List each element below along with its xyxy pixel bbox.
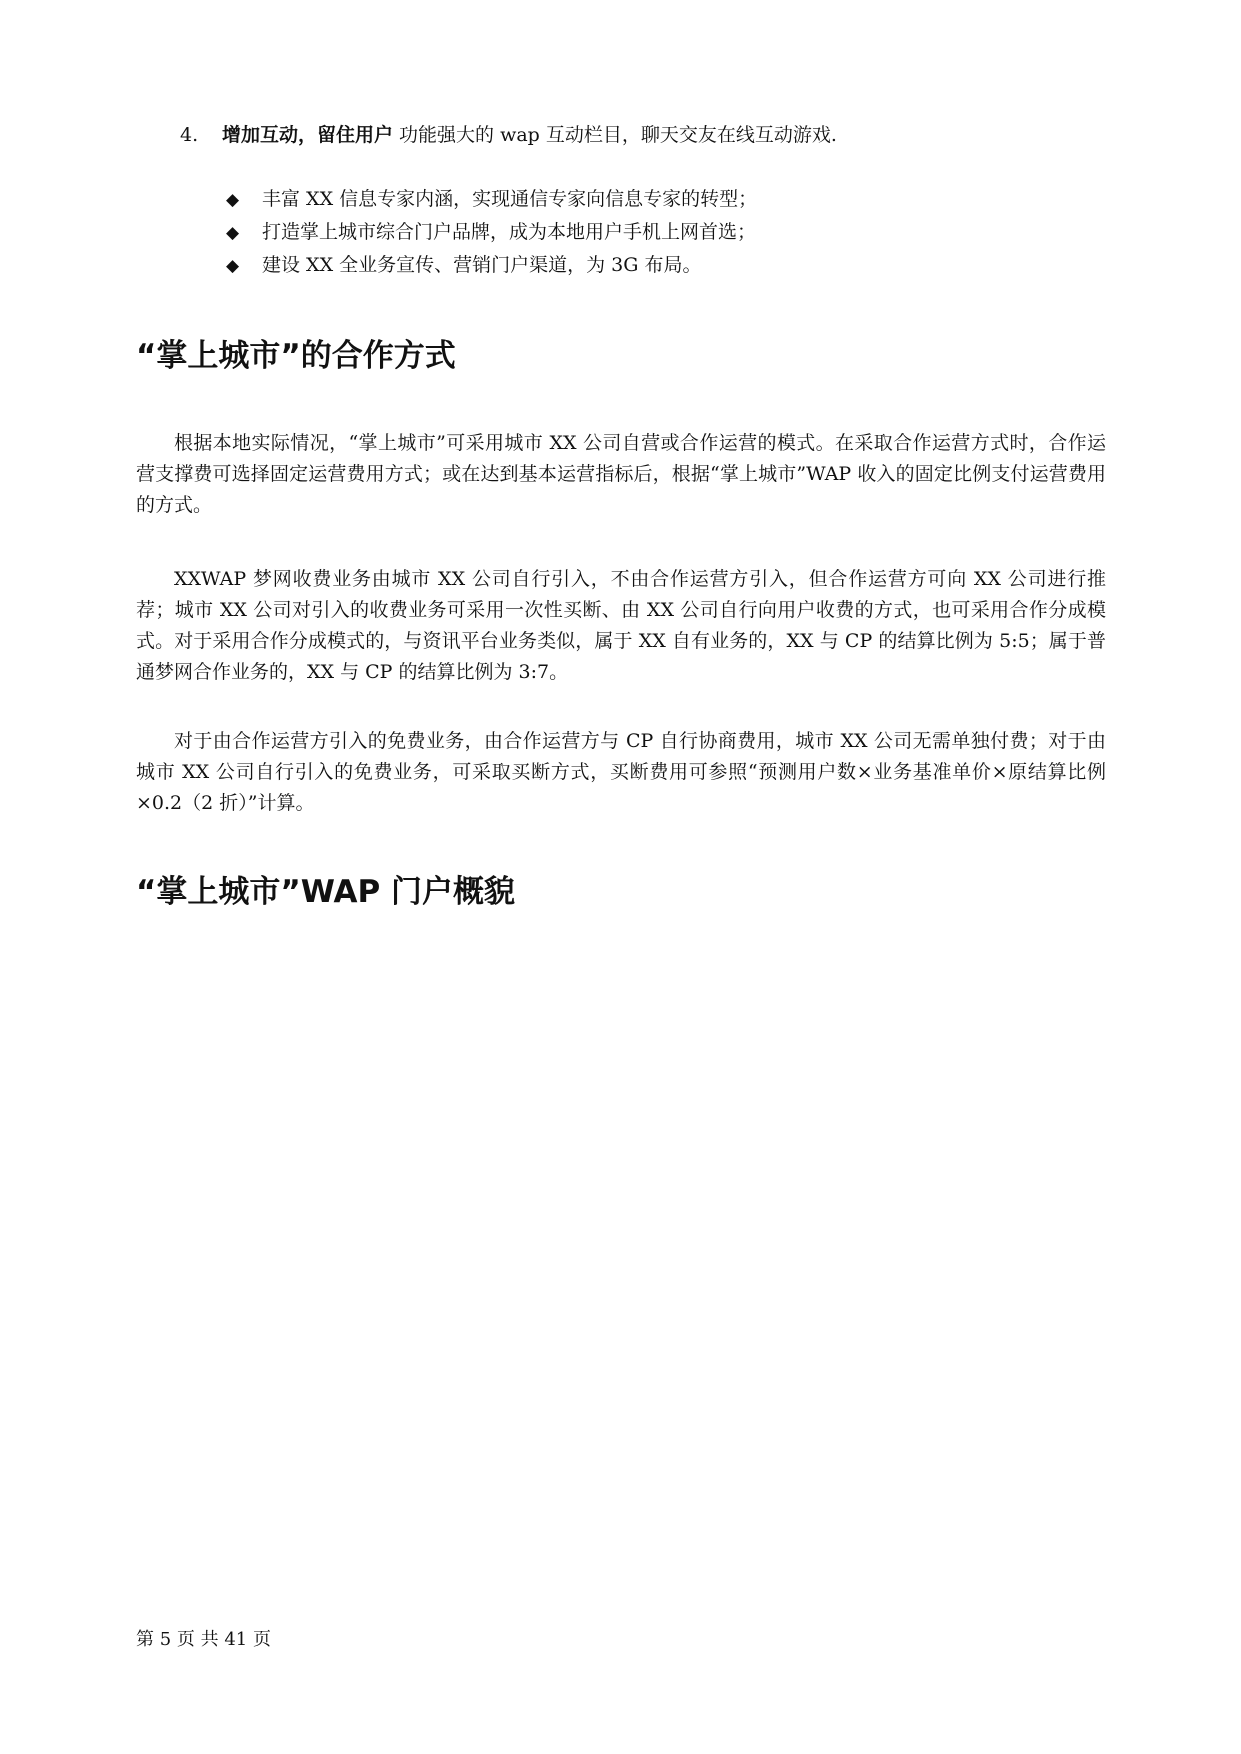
diamond-bullet-icon: ◆ — [226, 223, 240, 243]
paragraph: 根据本地实际情况，“掌上城市”可采用城市 XX 公司自营或合作运营的模式。在采取合作运营方式时，合作运营支撑费可选择固定运营费用方式；或在达到基本运营指标后，根据“掌上城市”WAP 收入的固定比例支付运营费用的方式。 — [136, 432, 1106, 516]
bullet-text: 丰富 XX 信息专家内涵，实现通信专家向信息专家的转型； — [262, 188, 758, 210]
paragraph: XXWAP 梦网收费业务由城市 XX 公司自行引入，不由合作运营方引入，但合作运营方可向 XX 公司进行推荐；城市 XX 公司对引入的收费业务可采用一次性买断、由 XX 公司自行向用户收费的方式，也可采用合作分成模式。对于采用合作分成模式的，与资讯平台业务类似，属于 XX 自有业务的，XX 与 CP 的结算比例为 5:5；属于普通梦网合作业务的，XX 与 CP 的结算比例为 3:7。 — [136, 568, 1106, 683]
item-bold-lead: 增加互动，留住用户 — [222, 124, 394, 146]
bullet-list — [226, 186, 1086, 285]
diamond-bullet-icon: ◆ — [226, 256, 240, 276]
page-footer: 第 5 页 共 41 页 — [136, 1629, 271, 1650]
list-item — [226, 219, 1086, 252]
diamond-bullet-icon: ◆ — [226, 190, 240, 210]
item-text: 功能强大的 wap 互动栏目，聊天交友在线互动游戏. — [393, 124, 837, 146]
bullet-text: 建设 XX 全业务宣传、营销门户渠道，为 3G 布局。 — [262, 254, 702, 276]
bullet-text: 打造掌上城市综合门户品牌，成为本地用户手机上网首选； — [262, 221, 757, 243]
item-number: 4. — [180, 124, 199, 146]
paragraph: 对于由合作运营方引入的免费业务，由合作运营方与 CP 自行协商费用，城市 XX 公司无需单独付费；对于由城市 XX 公司自行引入的免费业务，可采取买断方式，买断费用可参照“预测用户数×业务基准单价×原结算比例×0.2（2 折）”计算。 — [136, 730, 1106, 814]
section-heading-cooperation: “掌上城市”的合作方式 — [136, 338, 456, 374]
numbered-item — [180, 122, 1100, 148]
list-item — [226, 186, 1086, 219]
section-heading-wap-overview: “掌上城市”WAP 门户概貌 — [136, 874, 516, 910]
list-item — [226, 252, 1086, 285]
